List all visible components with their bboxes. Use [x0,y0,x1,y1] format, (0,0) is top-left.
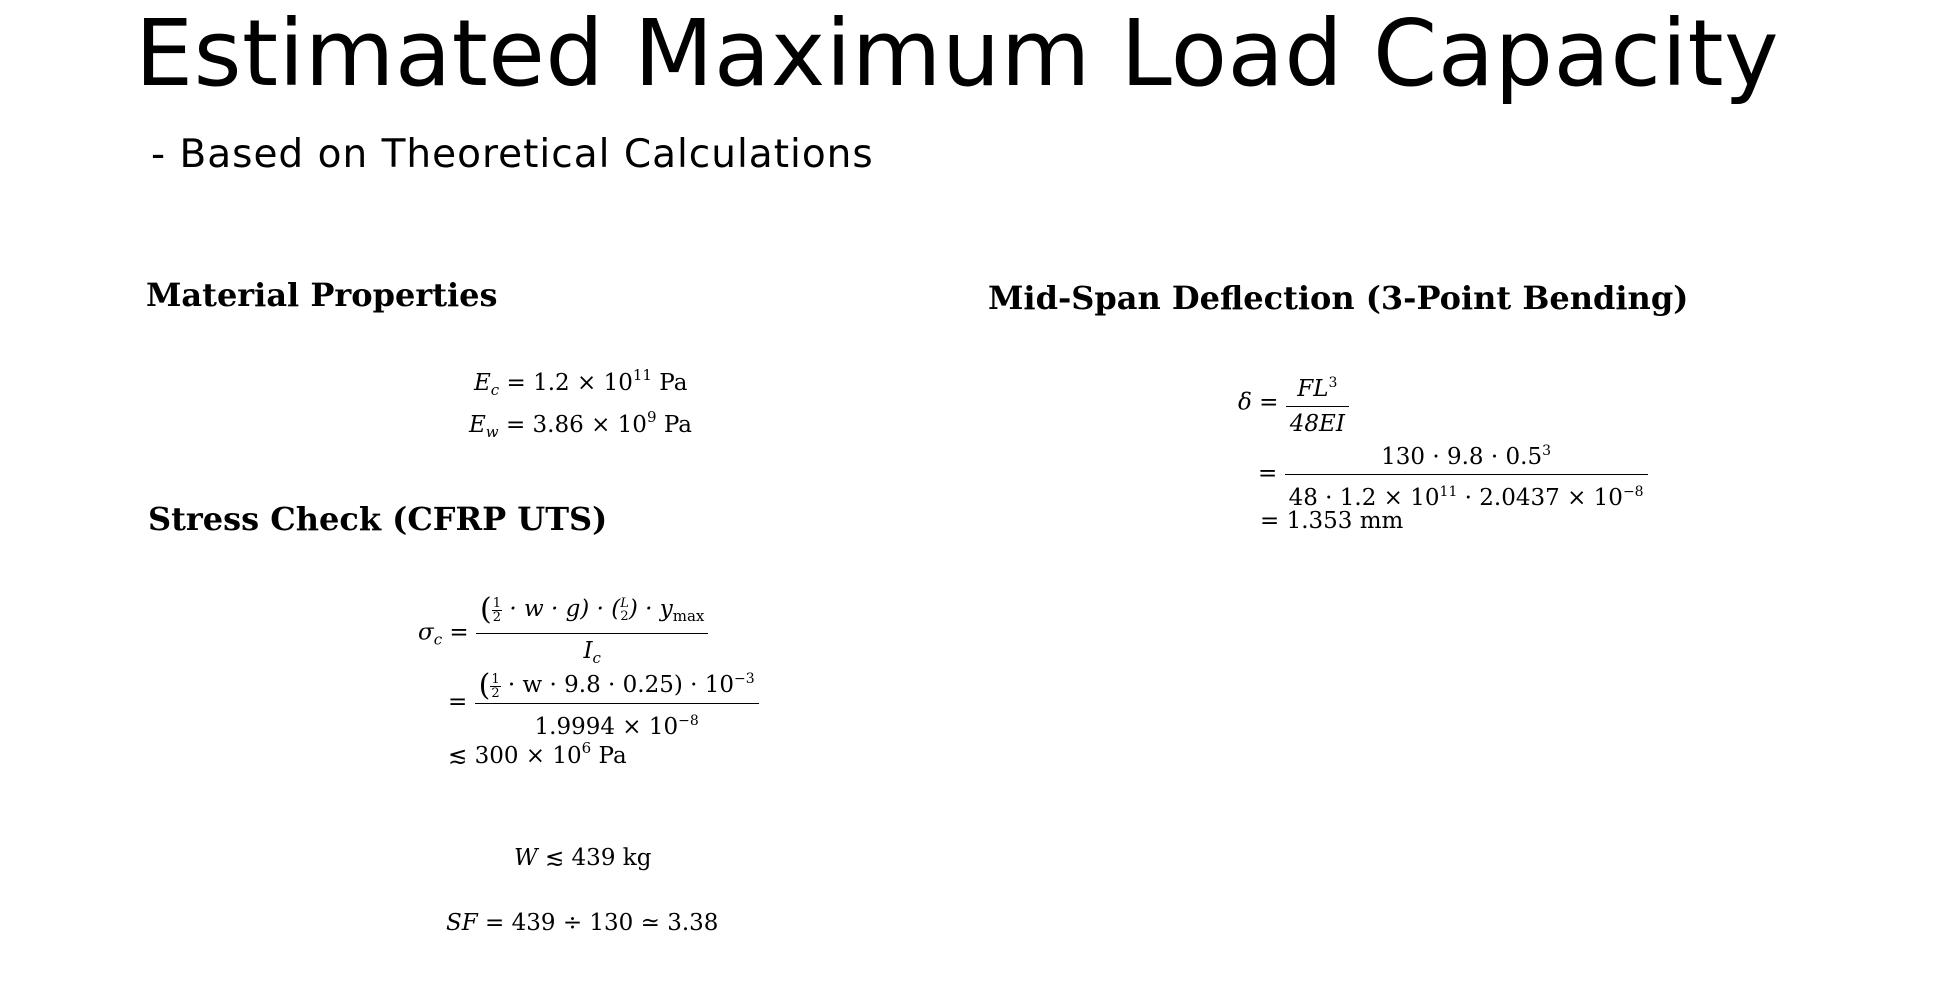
stress-denominator-2: $1.9994 \times 10^{-8}$ [534,713,699,740]
half-fraction-1: $\frac{1}{2}$ [492,595,502,625]
stress-fraction-2 [475,664,759,742]
deflection-denominator-2: $48 \cdot 1.2 \times 10^{11} \cdot 2.0437 \times 10^{-8}$ [1288,484,1644,511]
w-rel: ≲ [544,845,565,871]
stress-denominator-1: $I_c$ [583,638,601,667]
sf-symbol: SF [446,910,478,936]
ec-base: 10 [603,370,633,396]
deflection-numerator-1: $FL^3$ [1286,368,1349,407]
deflection-numerator-2: $130 \cdot 9.8 \cdot 0.5^3$ [1285,436,1648,475]
ew-mantissa: 3.86 [532,412,584,438]
w-symbol: W [514,845,538,871]
ec-times: × [577,370,597,396]
ec-exponent: 11 [632,366,652,384]
stress-eq-2: = [448,689,468,715]
deflection-heading: Mid-Span Deflection (3-Point Bending) [988,279,1689,317]
deflection-eq-1: = [1259,389,1279,416]
stress-eq-1: = [449,619,469,646]
ec-subscript: c [490,381,500,399]
slide-title: Estimated Maximum Load Capacity [135,0,1780,107]
stress-check-heading: Stress Check (CFRP UTS) [148,500,608,538]
ew-times: × [591,412,611,438]
deflection-denominator-1: 48EI [1289,411,1345,437]
stress-value-3: 300 × 10 [474,743,582,769]
ec-mantissa: 1.2 [533,370,570,396]
deflection-unit: mm [1359,508,1404,534]
l-half-fraction: L 2 [620,596,629,624]
deflection-value: = 1.353 [1260,508,1353,534]
ew-subscript: w [485,423,499,441]
deflection-line-2 [1258,436,1648,513]
ew-symbol: E [469,412,486,438]
max-load-result [514,843,651,873]
safety-factor-result [446,908,718,938]
ew-equation [469,402,692,447]
stress-line-2 [448,664,759,742]
ec-equation [474,360,687,405]
stress-exp-3: 6 [581,739,592,757]
stress-line-3 [448,733,627,771]
deflection-eq-2: = [1258,460,1278,487]
deflection-fraction-1 [1286,368,1349,439]
ew-base: 10 [617,412,647,438]
ec-unit: Pa [659,370,688,396]
half-fraction-2: $\frac{1}{2}$ [491,671,500,701]
deflection-line-1 [1238,368,1349,439]
deflection-fraction-2 [1285,436,1648,513]
ec-symbol: E [474,370,491,396]
w-value: 439 [571,845,616,871]
ew-rel: = [505,412,526,438]
slide-subtitle: - Based on Theoretical Calculations [151,132,874,177]
sigma-symbol: σ [418,619,434,646]
ew-exponent: 9 [646,408,657,426]
deflection-line-3 [1260,506,1403,536]
stress-line-1 [418,594,708,673]
stress-fraction-1 [476,594,708,673]
ec-rel: = [506,370,526,396]
sigma-subscript: c [433,630,443,649]
sf-expression: = 439 ÷ 130 ≃ 3.38 [485,910,719,936]
delta-symbol: δ [1238,389,1252,416]
stress-numerator-1: ( $\frac{1}{2}$ · w · g) · (L 2 ) · $y_{max}$ [476,594,708,634]
stress-numerator-2: ( $\frac{1}{2}$ · $w \cdot 9.8 \cdot 0.25) \cdot 10^{-3}$ [475,664,759,704]
ew-unit: Pa [663,412,692,438]
w-unit: kg [622,845,652,871]
stress-unit-3: Pa [598,743,627,769]
stress-rel-3: ≲ [448,743,468,769]
material-properties-heading: Material Properties [146,276,498,314]
